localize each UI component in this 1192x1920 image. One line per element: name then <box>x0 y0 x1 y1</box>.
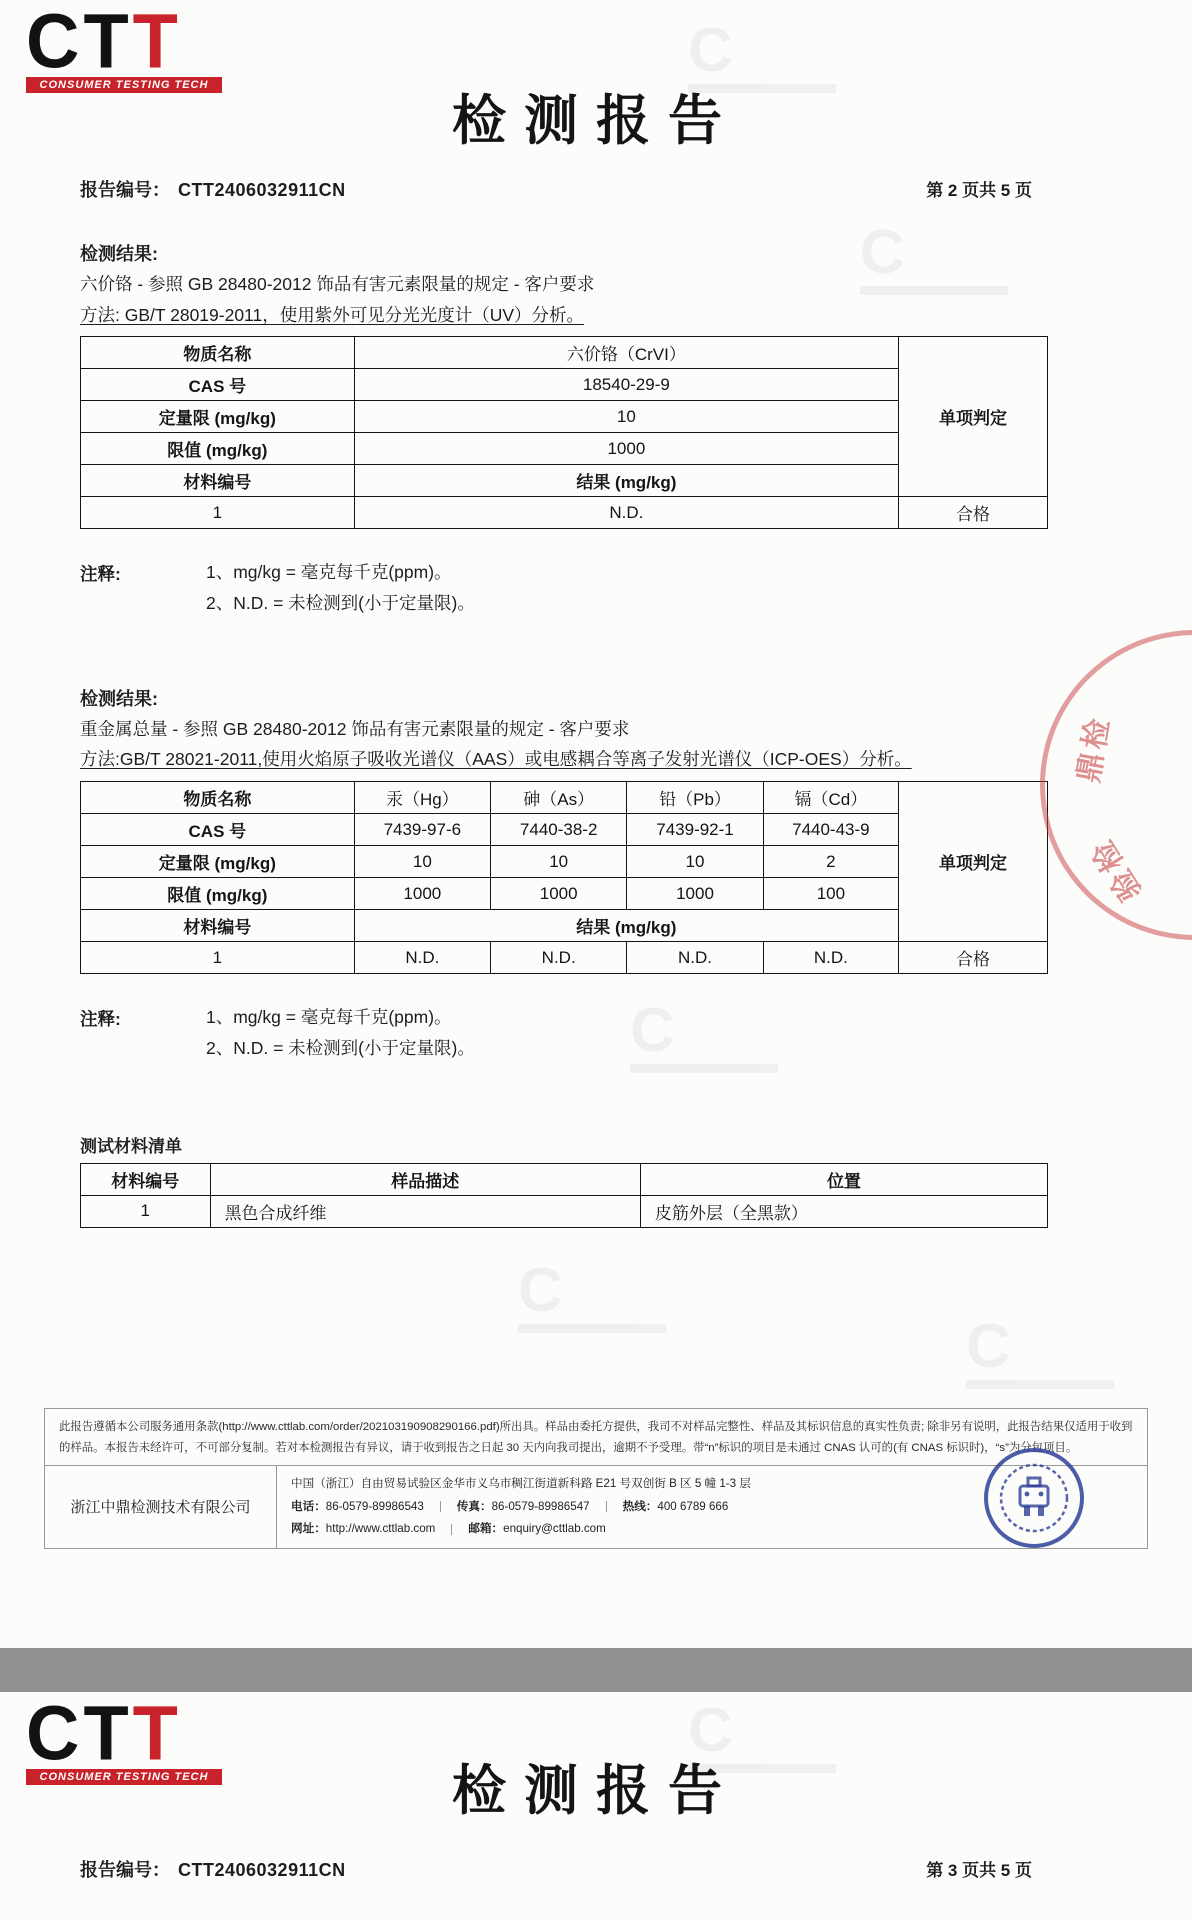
loq-cell: 10 <box>354 846 490 878</box>
cas-cell: 7439-92-1 <box>627 814 763 846</box>
sample-description-cell: 黑色合成纤维 <box>210 1195 640 1227</box>
materials-header-cell: 位置 <box>640 1163 1047 1195</box>
cas-cell: 7440-43-9 <box>763 814 898 846</box>
table-row <box>81 337 1048 369</box>
result-value-cell: N.D. <box>354 497 898 529</box>
section2-method: 方法:GB/T 28021-2011,使用火焰原子吸收光谱仪（AAS）或电感耦合等离子发射光谱仪（ICP-OES）分析。 <box>80 749 912 770</box>
ctt-watermark-text: C <box>860 218 908 287</box>
report-body <box>80 240 1048 1228</box>
report-page-3 <box>0 1689 1192 1920</box>
email-value: enquiry@cttlab.com <box>503 1522 606 1536</box>
param-label-cell: 定量限 (mg/kg) <box>81 401 355 433</box>
ctt-watermark-bar <box>966 1380 1114 1389</box>
materials-table <box>80 1163 1048 1228</box>
loq-cell: 2 <box>763 846 898 878</box>
param-label-cell: 定量限 (mg/kg) <box>81 846 355 878</box>
report-number <box>80 1856 346 1882</box>
limit-cell: 1000 <box>354 878 490 910</box>
company-address: 中国（浙江）自由贸易试验区金华市义乌市稠江街道新科路 E21 号双创街 B 区 5 幢 1-3 层 <box>291 1477 751 1491</box>
material-label-cell: 材料编号 <box>81 910 355 942</box>
fax-value: 86-0579-89986547 <box>491 1499 590 1513</box>
blue-seal-graphic <box>982 1446 1086 1550</box>
param-value-cell: 18540-29-9 <box>354 369 898 401</box>
divider <box>451 1524 452 1535</box>
loq-cell: 10 <box>491 846 627 878</box>
company-name: 浙江中鼎检测技术有限公司 <box>45 1466 277 1548</box>
footer-disclaimer: 此报告遵循本公司服务通用条款(http://www.cttlab.com/order/202103190908290166.pdf)所出具。样品由委托方提供，我司不对样品完整性、样品及其标识信息的真实性负责; 除非另有说明，此报告结果仅适用于收到的样品。本报告未经许可，不可部分复制。若对本检测报告有异议，请于收到报告之日起 30 天内向我司提出，逾期不予受理。带“n”标识的项目是未通过 CNAS 认可的(有 CNAS 标识时)，“s”为分包项目。 <box>45 1409 1147 1466</box>
website-label: 网址： <box>291 1522 326 1536</box>
judgement-value-cell: 合格 <box>899 942 1048 974</box>
report-number-label: 报告编号： <box>80 180 170 200</box>
report-number-row <box>80 176 1032 202</box>
table-row <box>81 497 1048 529</box>
report-number-row <box>80 1856 1032 1882</box>
notes-block <box>80 561 1048 623</box>
limit-cell: 1000 <box>627 878 763 910</box>
red-seal-text: 鼎检 <box>1072 712 1117 786</box>
result-value-cell: N.D. <box>763 942 898 974</box>
result-value-cell: N.D. <box>627 942 763 974</box>
hotline-label: 热线： <box>622 1499 658 1513</box>
blue-seal-stamp <box>982 1446 1086 1550</box>
report-number-value: CTT2406032911CN <box>178 180 346 200</box>
notes-label: 注释: <box>80 1009 121 1029</box>
sample-location-cell: 皮筋外层（全黑款） <box>640 1195 1047 1227</box>
substance-cell: 镉（Cd） <box>763 782 898 814</box>
limit-cell: 1000 <box>491 878 627 910</box>
cas-cell: 7440-38-2 <box>491 814 627 846</box>
cas-cell: 7439-97-6 <box>354 814 490 846</box>
param-value-cell: 10 <box>354 401 898 433</box>
note-item: 2、N.D. = 未检测到(小于定量限)。 <box>206 593 475 613</box>
substance-cell: 铅（Pb） <box>627 782 763 814</box>
material-no-cell: 1 <box>81 942 355 974</box>
ctt-watermark-bar <box>518 1324 666 1333</box>
ctt-watermark-text: C <box>688 16 736 85</box>
param-label-cell: 物质名称 <box>81 782 355 814</box>
note-item: 1、mg/kg = 毫克每千克(ppm)。 <box>206 562 452 583</box>
logo-letter: C <box>26 0 84 84</box>
result-label-cell: 结果 (mg/kg) <box>354 910 898 942</box>
website-value: http://www.cttlab.com <box>325 1522 436 1536</box>
page-header <box>0 1689 1192 1850</box>
page-header <box>0 0 1192 170</box>
notes-items <box>206 561 475 623</box>
ctt-watermark-text: C <box>966 1312 1014 1381</box>
materials-heading: 测试材料清单 <box>80 1136 182 1156</box>
page-count: 第 3 页共 5 页 <box>926 1861 1032 1880</box>
result-value-cell: N.D. <box>491 942 627 974</box>
material-no-cell: 1 <box>81 1195 211 1227</box>
ctt-watermark-text: C <box>518 1256 566 1325</box>
divider <box>606 1501 607 1512</box>
tel-value: 86-0579-89986543 <box>325 1499 424 1513</box>
substance-cell: 汞（Hg） <box>354 782 490 814</box>
limit-cell: 100 <box>763 878 898 910</box>
ctt-watermark <box>966 1312 1114 1389</box>
logo-letter: T <box>83 0 133 84</box>
table-row <box>81 1195 1048 1227</box>
tel-label: 电话： <box>291 1499 326 1513</box>
section1-heading: 检测结果: <box>80 244 158 264</box>
logo-letter: T <box>83 1689 133 1776</box>
ctt-logo-text <box>26 0 236 84</box>
logo-letter: C <box>26 1689 84 1776</box>
table-row <box>81 942 1048 974</box>
red-seal-text: 验检 <box>1084 831 1149 907</box>
substance-cell: 砷（As） <box>491 782 627 814</box>
material-label-cell: 材料编号 <box>81 465 355 497</box>
notes-items <box>206 1006 475 1068</box>
loq-cell: 10 <box>627 846 763 878</box>
ctt-watermark-text: C <box>630 996 678 1065</box>
logo-letter: T <box>132 0 182 84</box>
fax-label: 传真： <box>456 1499 492 1513</box>
materials-header-cell: 样品描述 <box>210 1163 640 1195</box>
material-no-cell: 1 <box>81 497 355 529</box>
notes-block <box>80 1006 1048 1068</box>
heavy-metals-table <box>80 781 1048 974</box>
param-value-cell: 1000 <box>354 433 898 465</box>
param-label-cell: CAS 号 <box>81 369 355 401</box>
notes-label: 注释: <box>80 564 121 585</box>
note-item: 1、mg/kg = 毫克每千克(ppm)。 <box>206 1007 452 1027</box>
page-count: 第 2 页共 5 页 <box>926 181 1032 200</box>
report-title: 检测报告 <box>452 91 740 151</box>
ctt-logo-subtitle: CONSUMER TESTING TECH <box>26 1769 222 1785</box>
section1-description: 六价铬 - 参照 GB 28480-2012 饰品有害元素限量的规定 - 客户要求 <box>80 274 595 294</box>
table-row <box>81 1163 1048 1195</box>
judgement-value-cell: 合格 <box>899 497 1048 529</box>
logo-letter: T <box>132 1689 182 1776</box>
param-label-cell: 限值 (mg/kg) <box>81 433 355 465</box>
email-label: 邮箱： <box>468 1522 504 1536</box>
section2-heading: 检测结果: <box>80 688 158 709</box>
report-number-value: CTT2406032911CN <box>178 1860 346 1880</box>
note-item: 2、N.D. = 未检测到(小于定量限)。 <box>206 1037 475 1058</box>
report-number <box>80 176 346 202</box>
param-label-cell: 物质名称 <box>81 337 355 369</box>
materials-header-cell: 材料编号 <box>81 1163 211 1195</box>
judgement-header-cell: 单项判定 <box>899 782 1048 942</box>
param-label-cell: CAS 号 <box>81 814 355 846</box>
report-number-label: 报告编号： <box>80 1860 170 1880</box>
param-value-cell: 六价铬（CrVI） <box>354 337 898 369</box>
param-label-cell: 限值 (mg/kg) <box>81 878 355 910</box>
divider <box>440 1501 441 1512</box>
section2-description: 重金属总量 - 参照 GB 28480-2012 饰品有害元素限量的规定 - 客户要求 <box>80 718 630 739</box>
ctt-logo-subtitle: CONSUMER TESTING TECH <box>26 77 222 93</box>
ctt-watermark-text: C <box>688 1696 736 1765</box>
judgement-header-cell: 单项判定 <box>899 337 1048 497</box>
result-value-cell: N.D. <box>354 942 490 974</box>
result-label-cell: 结果 (mg/kg) <box>354 465 898 497</box>
report-title: 检测报告 <box>452 1761 740 1821</box>
crvi-table <box>80 336 1048 529</box>
table-row <box>81 782 1048 814</box>
ctt-watermark <box>518 1256 666 1333</box>
hotline-value: 400 6789 666 <box>657 1499 729 1513</box>
section1-method: 方法: GB/T 28019-2011，使用紫外可见分光光度计（UV）分析。 <box>80 304 585 325</box>
